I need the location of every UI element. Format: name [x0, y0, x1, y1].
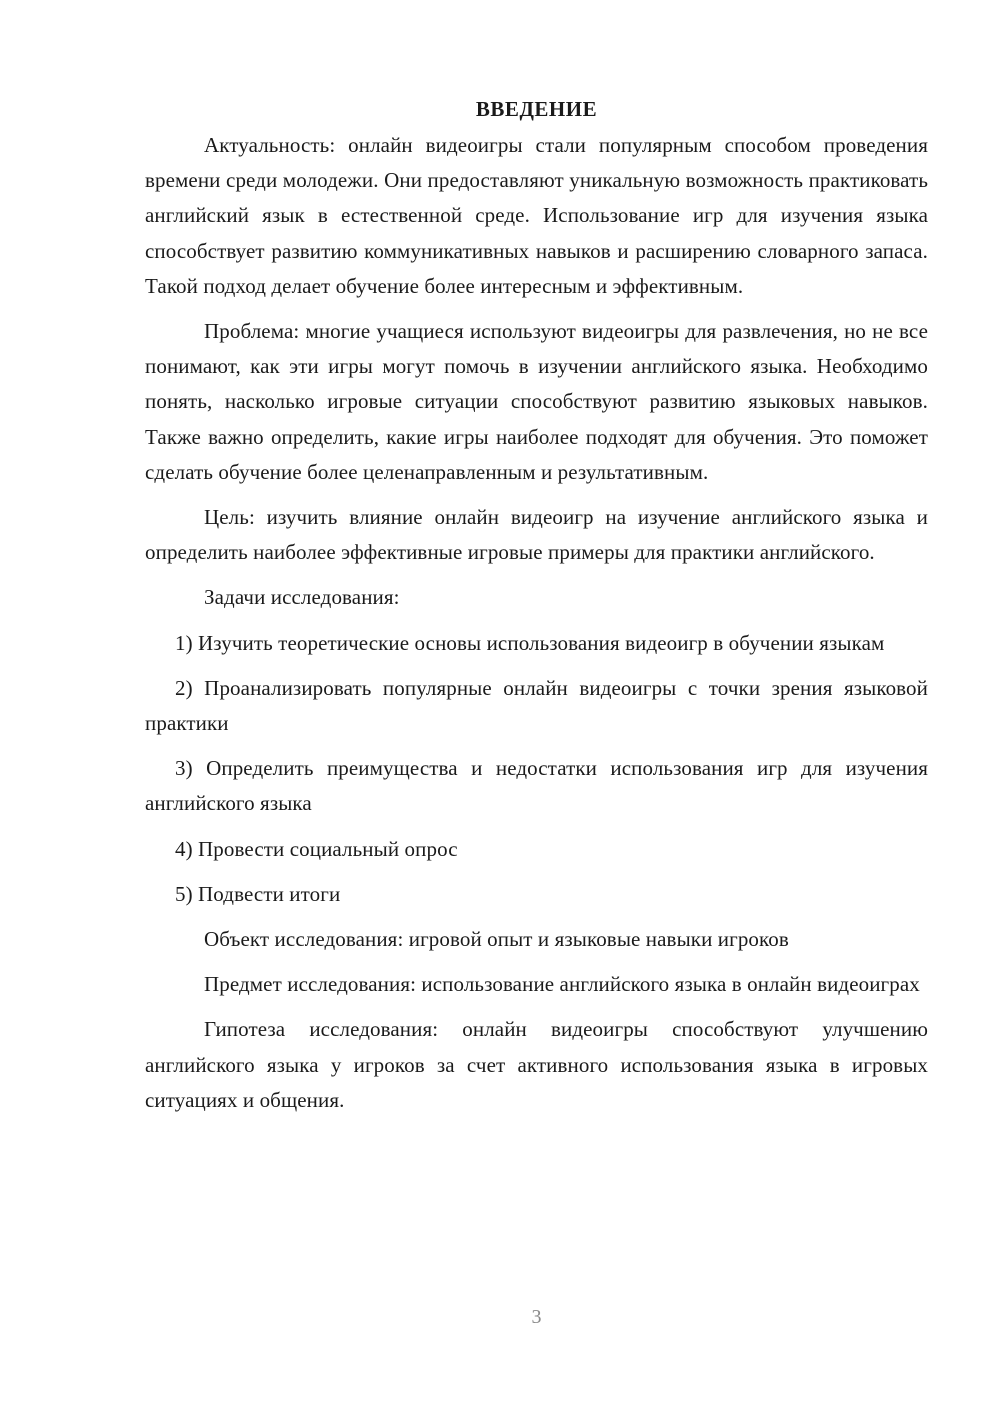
task-item-2: 2) Проанализировать популярные онлайн видеоигры с точки зрения языковой практики	[145, 675, 928, 736]
paragraph-problem: Проблема: многие учащиеся используют видеоигры для развлечения, но не все понимают, как эти игры могут помочь в изучении английского языка. Необходимо понять, насколько игровые ситуации способствуют развитию языковых навыков. Также важно определить, какие игры наиболее подходят для обучения. Это поможет сделать обучение более целенаправленным и результативным.	[145, 319, 928, 484]
task-item-4: 4) Провести социальный опрос	[175, 836, 458, 861]
paragraph-goal: Цель: изучить влияние онлайн видеоигр на изучение английского языка и определить наиболее эффективные игровые примеры для практики английского.	[145, 505, 928, 565]
task-item-1: 1) Изучить теоретические основы использования видеоигр в обучении языкам	[175, 630, 885, 655]
paragraph-object: Объект исследования: игровой опыт и языковые навыки игроков	[204, 927, 789, 952]
paragraph-hypothesis: Гипотеза исследования: онлайн видеоигры способствуют улучшению английского языка у игроков за счет активного использования языка в игровых ситуациях и общения.	[145, 1017, 928, 1112]
paragraph-relevance: Актуальность: онлайн видеоигры стали популярным способом проведения времени среди молодежи. Они предоставляют уникальную возможность практиковать английский язык в естественной среде. Использование игр для изучения языка способствует развитию коммуникативных навыков и расширению словарного запаса. Такой подход делает обучение более интересным и эффективным.	[145, 133, 928, 298]
task-item-3: 3) Определить преимущества и недостатки использования игр для изучения английского языка	[145, 756, 928, 816]
page-number: 3	[531, 1306, 542, 1328]
task-item-5: 5) Подвести итоги	[175, 881, 341, 906]
paragraph-subject: Предмет исследования: использование английского языка в онлайн видеоиграх	[204, 972, 920, 997]
document-page	[145, 92, 928, 1118]
tasks-title: Задачи исследования:	[204, 585, 400, 610]
page-title: ВВЕДЕНИЕ	[475, 97, 598, 121]
